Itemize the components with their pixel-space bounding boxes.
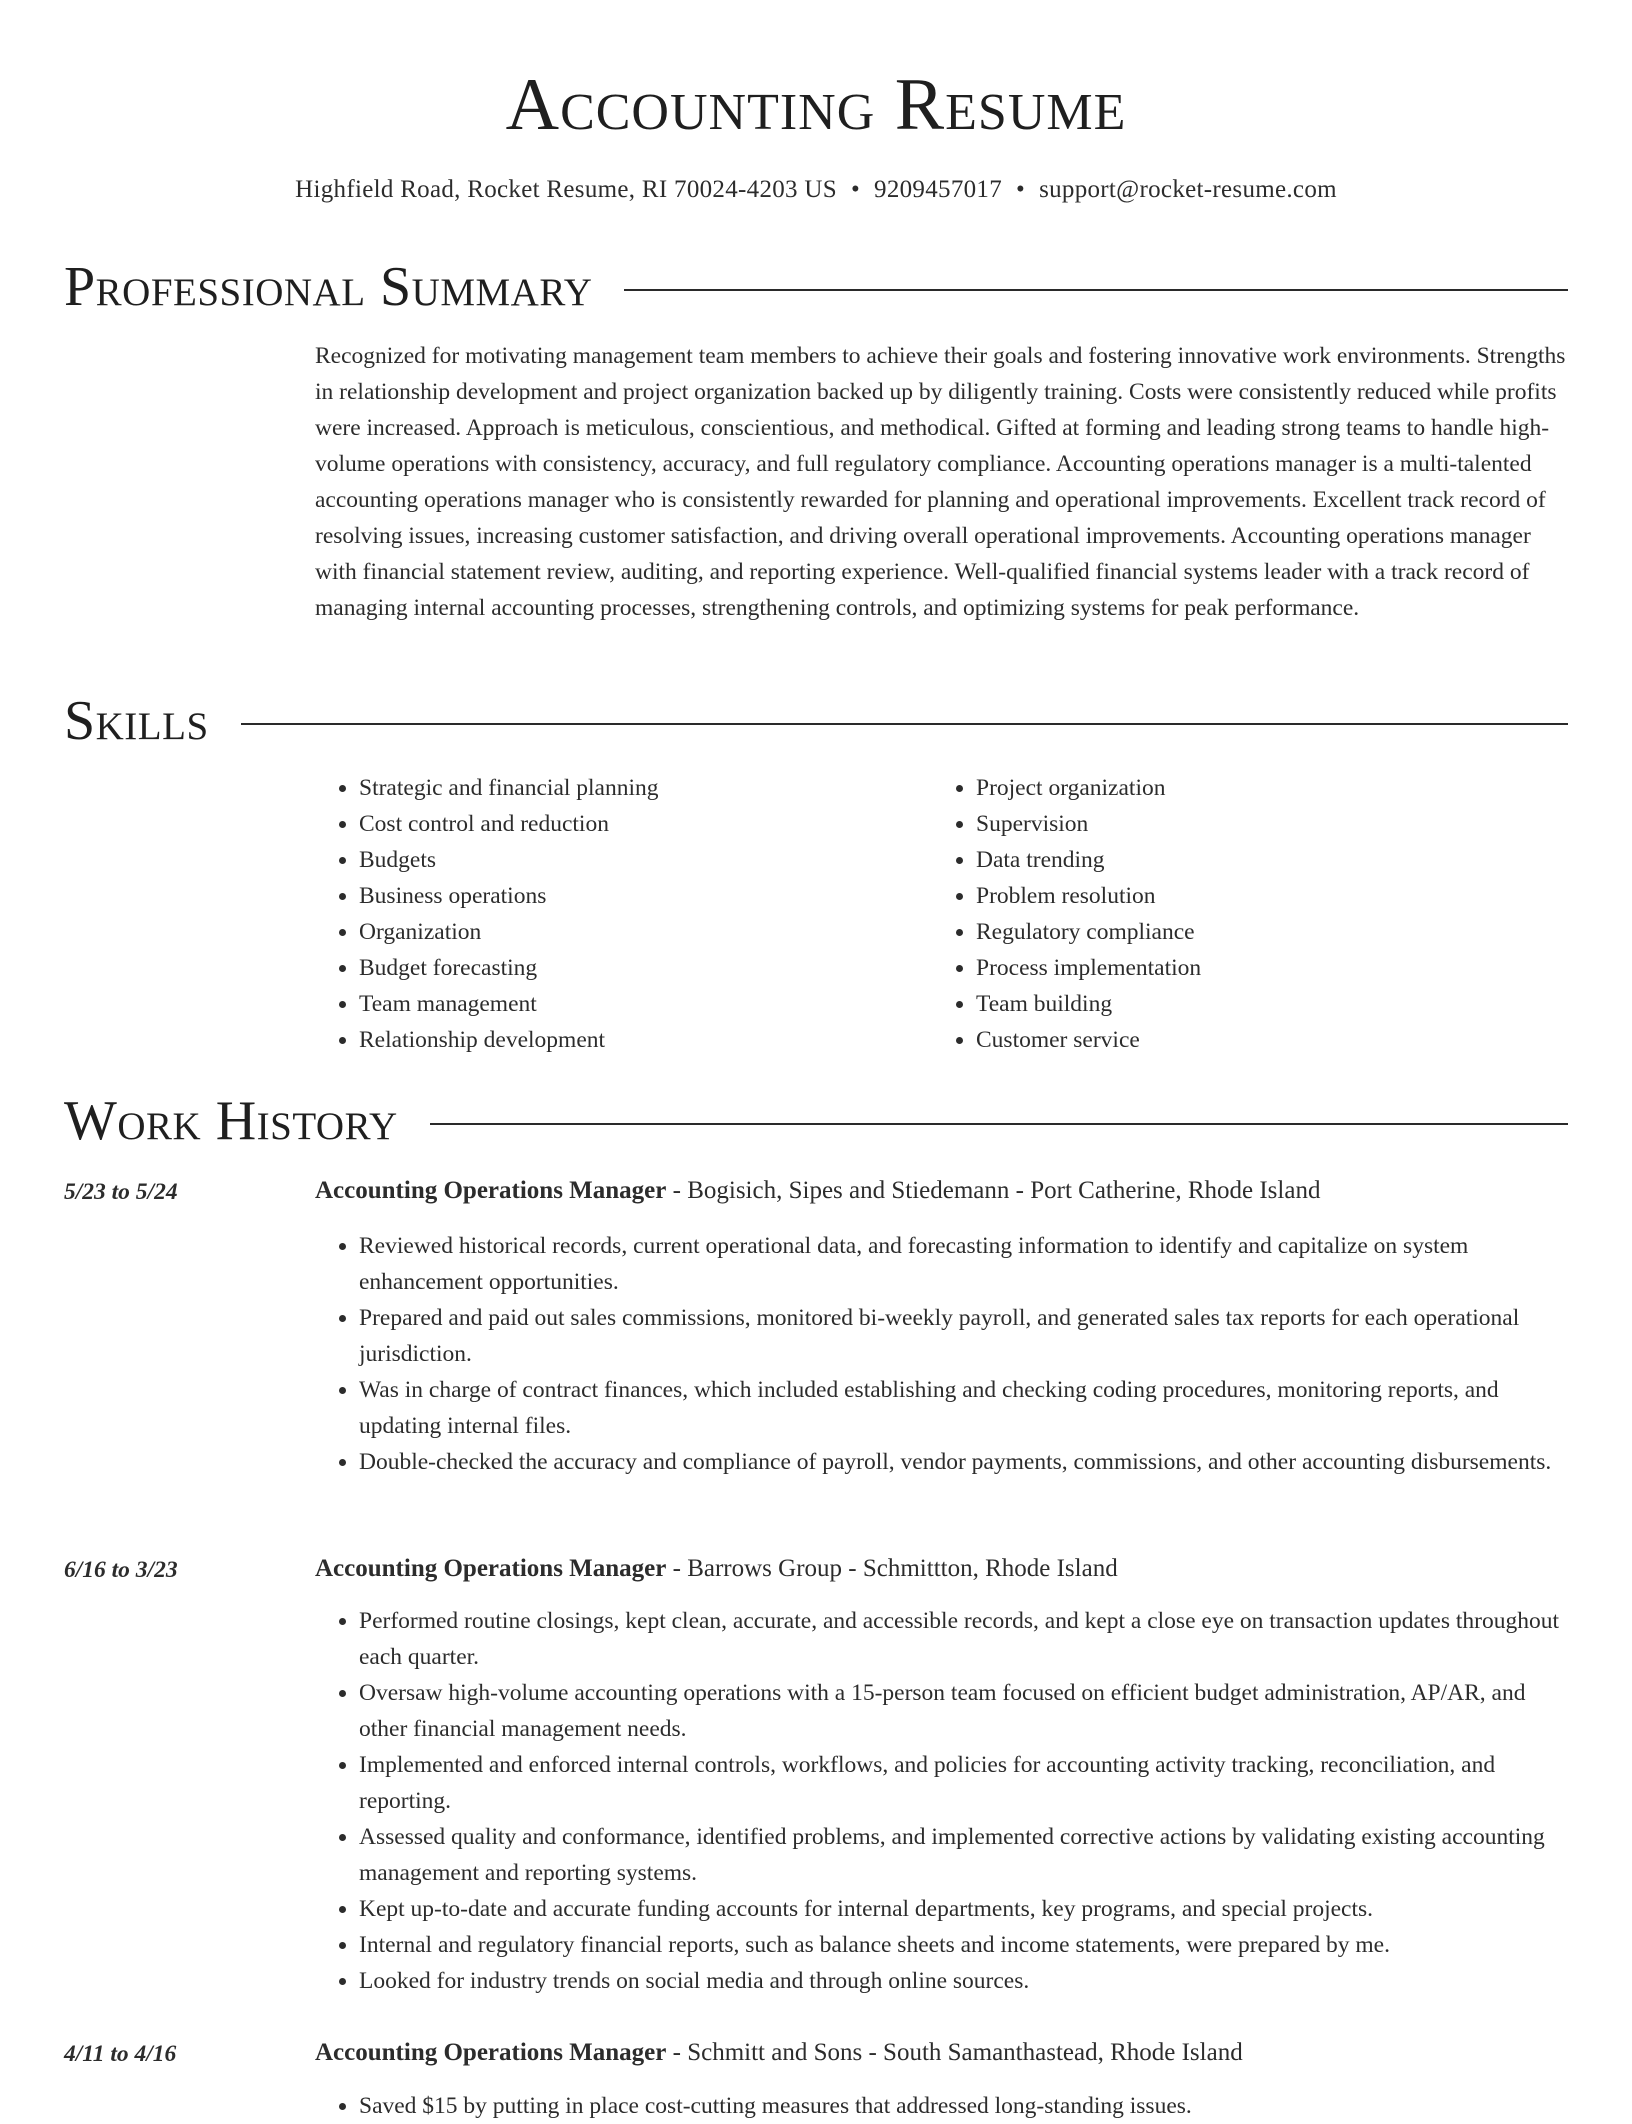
skill-item: • Supervision <box>976 806 1549 842</box>
section-heading-summary <box>64 252 1568 322</box>
professional-summary: Recognized for motivating management team members to achieve their goals and fostering innovative work environments. Strengths in relationship development and project organization backed up by diligently training. Costs were consistently reduced while profits were increased. Approach is meticulous, conscientious, and methodical. Gifted at forming and leading strong teams to handle high-volume operations with consistency, accuracy, and full regulatory compliance. Accounting operations manager is a multi-talented accounting operations manager who is consistently rewarded for planning and operational improvements. Excellent track record of resolving issues, increasing customer satisfaction, and driving overall operational improvements. Accounting operations manager with financial statement review, auditing, and reporting experience. Well-qualified financial systems leader with a track record of managing internal accounting processes, strengthening controls, and optimizing systems for peak performance. <box>315 343 1566 621</box>
skill-item: • Budgets <box>359 842 932 878</box>
skill-item: • Budget forecasting <box>359 950 932 986</box>
job-duty-item: • Assessed quality and conformance, identified problems, and implemented corrective actions by validating existing accounting management and reporting systems. <box>359 1819 1570 1891</box>
skill-item: • Project organization <box>976 770 1549 806</box>
contact-address: Highfield Road, Rocket Resume, RI 70024-4203 US <box>295 176 837 203</box>
skills-column-right <box>932 770 1549 1058</box>
job-duty-item: • Kept up-to-date and accurate funding accounts for internal departments, key programs, and special projects. <box>359 1891 1570 1927</box>
skill-item: • Strategic and financial planning <box>359 770 932 806</box>
contact-line <box>0 172 1632 208</box>
job-duty-item: • Double-checked the accuracy and compliance of payroll, vendor payments, commissions, and other accounting disbursements. <box>359 1444 1570 1480</box>
skill-item: • Team building <box>976 986 1549 1022</box>
job-heading <box>315 2035 1570 2071</box>
job-title: Accounting Operations Manager <box>315 2039 667 2066</box>
skills-column-left <box>315 770 932 1058</box>
skill-item: • Regulatory compliance <box>976 914 1549 950</box>
resume-title: Accounting Resume <box>505 64 1127 146</box>
job-heading <box>315 1551 1570 1587</box>
skill-item: • Data trending <box>976 842 1549 878</box>
job-employer-location: - Bogisich, Sipes and Stiedemann - Port Catherine, Rhode Island <box>666 1177 1321 1204</box>
section-divider <box>430 1123 1568 1125</box>
job-title: Accounting Operations Manager <box>315 1177 667 1204</box>
skill-item: • Relationship development <box>359 1022 932 1058</box>
job-dates: 4/11 to 4/16 <box>64 2041 177 2067</box>
contact-separator: • <box>1016 176 1026 203</box>
job-duty-item: • Reviewed historical records, current operational data, and forecasting information to identify and capitalize on system enhancement opportunities. <box>359 1228 1570 1300</box>
job-duties <box>315 2088 1570 2124</box>
job-duty-item: • Implemented and enforced internal controls, workflows, and policies for accounting activity tracking, reconciliation, and reporting. <box>359 1747 1570 1819</box>
job-employer-location: - Barrows Group - Schmittton, Rhode Island <box>666 1555 1118 1582</box>
contact-email[interactable]: support@rocket-resume.com <box>1039 176 1337 203</box>
job-dates: 6/16 to 3/23 <box>64 1557 178 1583</box>
contact-phone: 9209457017 <box>874 176 1003 203</box>
skill-item: • Team management <box>359 986 932 1022</box>
job-duty-item: • Prepared and paid out sales commissions, monitored bi-weekly payroll, and generated sales tax reports for each operational jurisdiction. <box>359 1300 1570 1372</box>
job-duty-item: • Looked for industry trends on social media and through online sources. <box>359 1963 1570 1999</box>
section-divider <box>624 289 1568 291</box>
job-duty-item: • Internal and regulatory financial reports, such as balance sheets and income statements, were prepared by me. <box>359 1927 1570 1963</box>
contact-separator: • <box>850 176 861 203</box>
job-duty-item: • Saved $15 by putting in place cost-cutting measures that addressed long-standing issues. <box>359 2088 1570 2124</box>
section-divider <box>241 723 1568 725</box>
job-duty-item: • Was in charge of contract finances, which included establishing and checking coding procedures, monitoring reports, and updating internal files. <box>359 1372 1570 1444</box>
skill-item: • Process implementation <box>976 950 1549 986</box>
section-title: Professional Summary <box>64 256 593 318</box>
job-employer-location: - Schmitt and Sons - South Samanthastead, Rhode Island <box>666 2039 1243 2066</box>
skill-item: • Cost control and reduction <box>359 806 932 842</box>
job-duties <box>315 1228 1570 1480</box>
skills-list <box>315 770 1570 1058</box>
skill-item: • Problem resolution <box>976 878 1549 914</box>
section-heading-skills <box>64 686 1568 756</box>
job-dates: 5/23 to 5/24 <box>64 1179 178 1205</box>
section-heading-work-history <box>64 1086 1568 1156</box>
section-title: Skills <box>64 690 209 752</box>
job-duty-item: • Performed routine closings, kept clean, accurate, and accessible records, and kept a close eye on transaction updates throughout each quarter. <box>359 1603 1570 1675</box>
skill-item: • Customer service <box>976 1022 1549 1058</box>
job-title: Accounting Operations Manager <box>315 1555 667 1582</box>
job-duties <box>315 1603 1570 1999</box>
skill-item: • Organization <box>359 914 932 950</box>
job-duty-item: • Oversaw high-volume accounting operations with a 15-person team focused on efficient budget administration, AP/AR, and other financial management needs. <box>359 1675 1570 1747</box>
skill-item: • Business operations <box>359 878 932 914</box>
section-title: Work History <box>64 1090 398 1152</box>
job-heading <box>315 1173 1570 1209</box>
